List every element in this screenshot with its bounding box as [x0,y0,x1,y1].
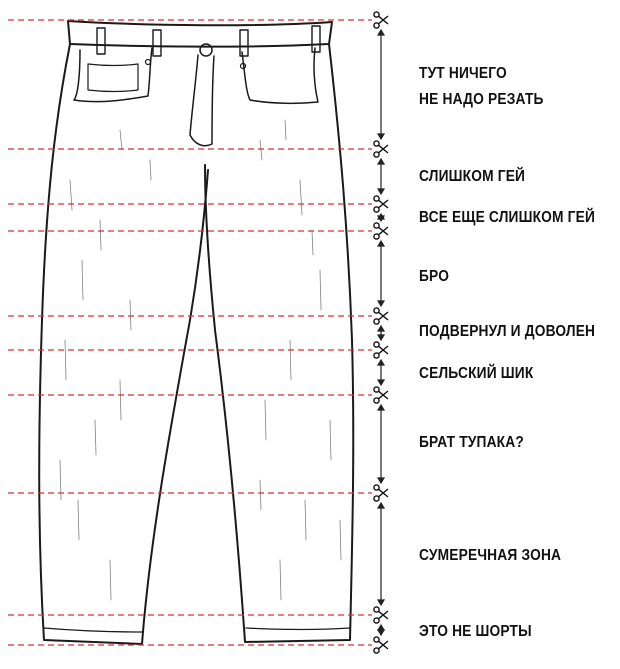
arrowhead-down [378,478,384,483]
scissors-icon [374,141,388,157]
label-too-gay: СЛИШКОМ ГЕЙ [419,168,526,185]
belt-loop [153,30,161,56]
scissors-icon [374,12,388,28]
arrowhead-down [378,600,384,605]
label-nothing-to-cut-line2: НЕ НАДО РЕЗАТЬ [419,91,544,108]
arrowhead-down [378,630,384,635]
dimension-arrows [378,30,384,635]
arrowhead-down [378,134,384,139]
scissors-icon [374,308,388,324]
arrowhead-up [378,503,384,508]
left-pocket [74,48,152,102]
scissors-icon [374,485,388,501]
left-leg-outline [39,44,208,644]
arrowhead-up [378,159,384,164]
scissors-icon [374,607,388,623]
arrowhead-down [378,301,384,306]
arrowhead-down [378,216,384,221]
label-still-too-gay: ВСЕ ЕЩЕ СЛИШКОМ ГЕЙ [419,209,596,226]
label-twilight-zone: СУМЕРЕЧНАЯ ЗОНА [419,547,562,564]
label-bro: БРО [419,268,450,285]
belt-loop [312,26,320,52]
scissors-icon [374,637,388,653]
scissors-icon [374,223,388,239]
scissors-icon [374,342,388,358]
belt-loop [240,30,248,56]
label-nothing-to-cut-line1: ТУТ НИЧЕГО [419,65,507,82]
arrowhead-down [378,380,384,385]
jeans-drawing [39,21,353,644]
waistband [68,21,332,47]
arrowhead-up [378,326,384,331]
label-rolled-and-happy: ПОДВЕРНУЛ И ДОВОЛЕН [419,323,596,340]
fly-stitch [190,55,214,146]
left-hem [44,628,142,632]
scissors-icon [374,196,388,212]
arrowhead-up [378,405,384,410]
belt-loop [97,28,105,54]
right-pocket [242,48,318,103]
arrowhead-up [378,241,384,246]
scissors-icon [374,387,388,403]
right-hem [246,628,350,630]
denim-texture [60,120,341,600]
label-not-shorts: ЭТО НЕ ШОРТЫ [419,623,532,640]
arrowhead-up [378,625,384,630]
arrowhead-up [378,30,384,35]
left-coin-pocket [88,64,138,92]
arrowhead-up [378,360,384,365]
cut-lines [8,20,372,645]
label-tupac-brother: БРАТ ТУПАКА? [419,434,524,451]
rivet [146,60,151,65]
right-leg-outline [205,44,353,642]
label-rural-chic: СЕЛЬСКИЙ ШИК [419,365,534,382]
arrowhead-down [378,189,384,194]
arrowhead-down [378,335,384,340]
